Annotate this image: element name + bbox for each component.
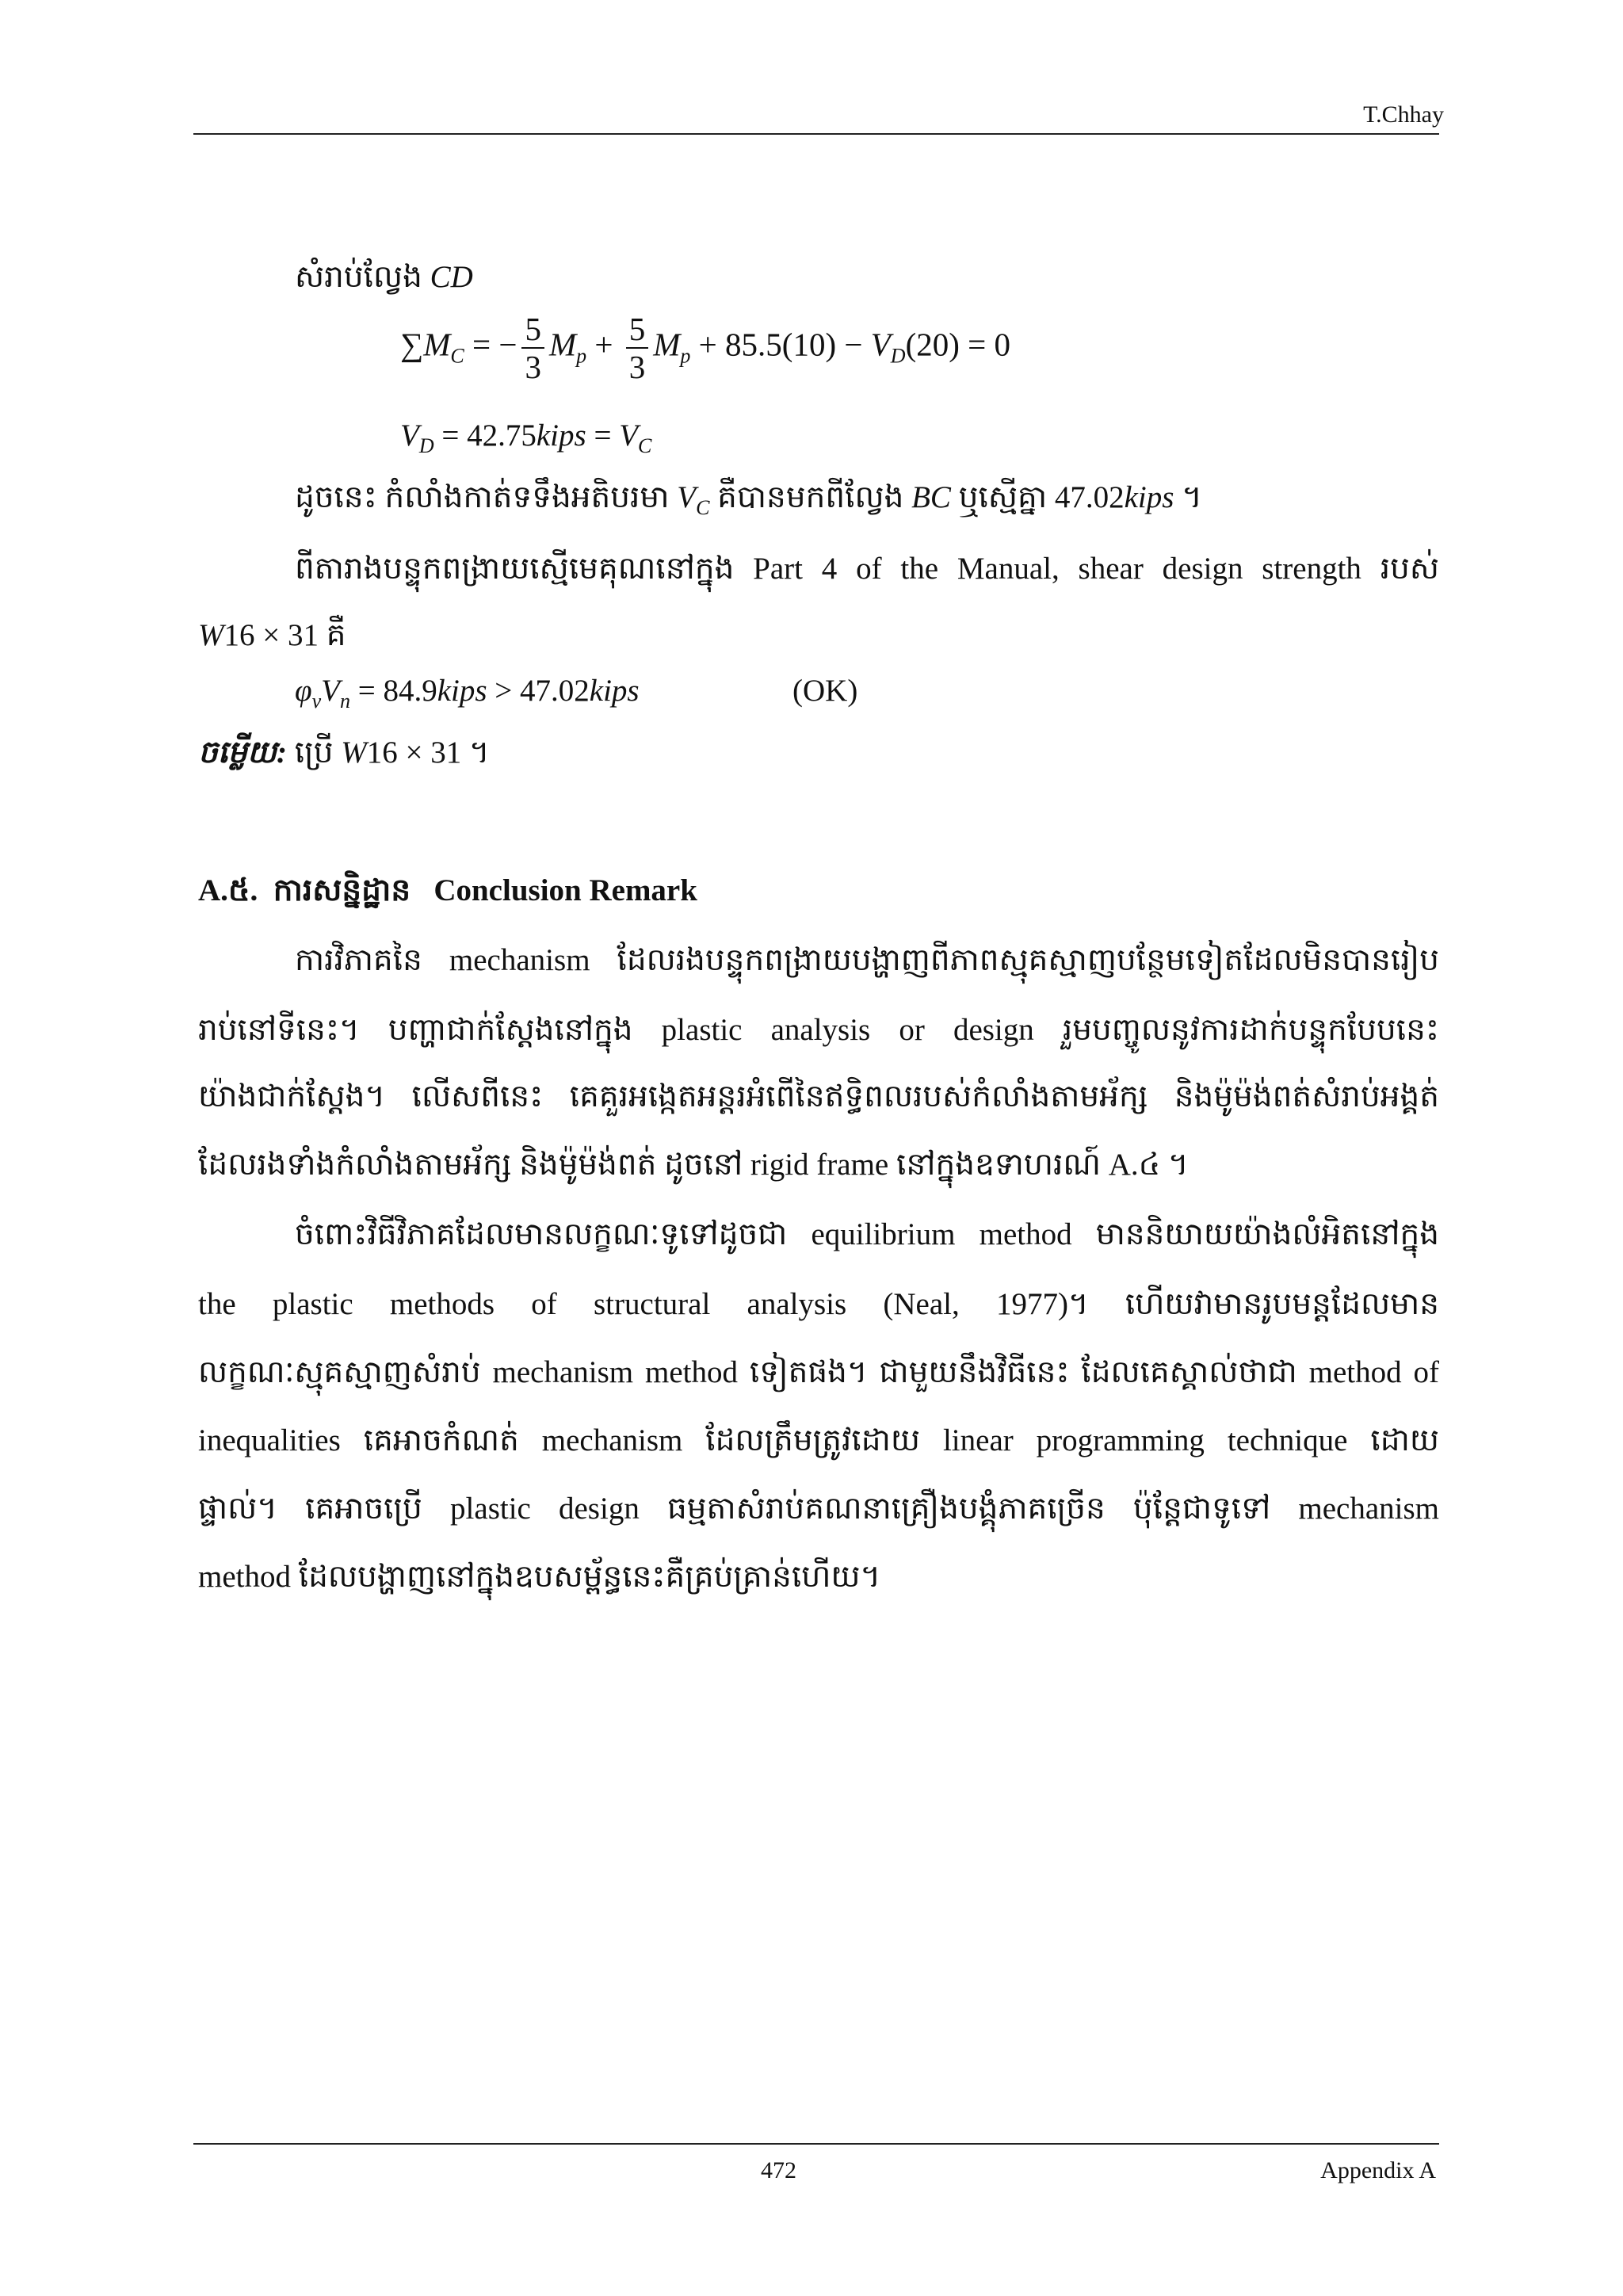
eq2-kips: kips xyxy=(536,418,586,453)
para1-line2: រាប់នៅទីនេះ។ បញ្ហាជាក់ស្តែងនៅក្នុង plastic analysis or design រួមបញ្ចូលនូវការដាក់បន្ទុកបែបនេះ xyxy=(198,1013,1439,1047)
equation-sum-mc xyxy=(400,311,1010,385)
vc-bc: BC xyxy=(911,480,951,514)
eq1-sub-c: C xyxy=(450,344,464,368)
vc-sub-c: C xyxy=(696,495,710,519)
vc-kips: kips xyxy=(1124,480,1174,514)
eq2-mid: = 42.75 xyxy=(433,418,537,453)
vc-end: ។ xyxy=(1174,480,1202,514)
eq1-sub-p-a: p xyxy=(576,344,587,368)
ok-label: (OK) xyxy=(792,674,858,708)
eq3-sub-v: v xyxy=(311,689,322,712)
eq3-mid: = 84.9 xyxy=(349,674,437,708)
frac-a-num: 5 xyxy=(521,311,544,349)
para2-line5: ផ្ទាល់។ គេអាចប្រើ plastic design ធម្មតាសំរាប់គណនាគ្រឿងបង្គុំភាគច្រើន ប៉ុន្តែជាទូទៅ mechanism xyxy=(198,1492,1439,1526)
header-rule xyxy=(193,133,1439,135)
section-title-khmer: ការសន្និដ្ឋាន xyxy=(273,873,411,907)
w-designation: W xyxy=(198,618,224,652)
eq1-mp-b: M xyxy=(653,326,681,363)
answer-pre: ប្រើ xyxy=(287,735,342,770)
eq3-vn: V xyxy=(321,674,340,708)
frac-b-den: 3 xyxy=(628,349,646,385)
answer-line xyxy=(198,734,490,772)
frac-a-den: 3 xyxy=(525,349,541,385)
phi-symbol: φ xyxy=(295,674,312,708)
eq2-equals: = xyxy=(586,418,620,453)
eq1-vd: V xyxy=(870,326,891,363)
eq1-equals: = − xyxy=(464,326,517,363)
eq3-kips2: kips xyxy=(589,674,640,708)
eq1-end: (20) = 0 xyxy=(905,326,1010,363)
para2-line3: លក្ខណៈស្មុគស្មាញសំរាប់ mechanism method ទៀតផង។ ជាមួយនឹងវិធីនេះ ដែលគេស្គាល់ថាជា method of xyxy=(198,1355,1439,1389)
max-shear-line xyxy=(295,479,1202,527)
vc-v: V xyxy=(677,480,697,514)
footer-appendix: Appendix A xyxy=(1320,2157,1436,2183)
table-paragraph-line2 xyxy=(198,617,346,655)
span-cd-line xyxy=(295,258,473,296)
page-number: 472 xyxy=(761,2157,796,2183)
eq1-m: M xyxy=(423,326,451,363)
vc-mid: គឺបានមកពីល្វែង xyxy=(709,480,912,514)
fraction-5-3-a xyxy=(521,311,544,385)
fraction-5-3-b xyxy=(626,311,649,385)
para1-line3: យ៉ាងជាក់ស្តែង។ លើសពីនេះ គេគួរអង្កេតអន្តរអំពើនៃឥទ្ធិពលរបស់កំលាំងតាមអ័ក្ស និងម៉ូម៉ង់ពត់សំរាប់អង្គត់ xyxy=(198,1079,1439,1114)
vc-pre: ដូចនេះ កំលាំងកាត់ទទឹងអតិបរមា xyxy=(295,480,678,514)
para1-line1: ការវិភាគនៃ mechanism ដែលរងបន្ទុកពង្រាយបង្ហាញពីភាពស្មុគស្មាញបន្ថែមទៀតដែលមិនបានរៀប xyxy=(295,943,1439,977)
eq2-sub-d: D xyxy=(418,434,434,457)
para2-line6: method ដែលបង្ហាញនៅក្នុងឧបសម្ព័ន្ធនេះគឺគ្រប់គ្រាន់ហើយ។ xyxy=(198,1560,881,1594)
eq2-sub-c: C xyxy=(638,434,652,457)
eq1-sub-p-b: p xyxy=(680,344,691,368)
vc-mid2: ឬស្មើគ្នា 47.02 xyxy=(950,480,1125,514)
sum-symbol: ∑ xyxy=(400,326,424,363)
equation-phi-vn xyxy=(295,672,640,720)
eq1-tail: + 85.5(10) − xyxy=(690,326,871,363)
eq2-v2: V xyxy=(619,418,639,453)
para1-line4: ដែលរងទាំងកំលាំងតាមអ័ក្ស និងម៉ូម៉ង់ពត់ ដូចនៅ rigid frame នៅក្នុងឧទាហរណ៍ A.៤ ។ xyxy=(198,1148,1189,1182)
footer-rule xyxy=(193,2143,1439,2145)
span-cd-name: CD xyxy=(430,260,473,294)
answer-size: 16 × 31 ។ xyxy=(366,735,490,770)
para2-line4: inequalities គេអាចកំណត់ mechanism ដែលត្រឹមត្រូវដោយ linear programming technique ដោយ xyxy=(198,1423,1439,1457)
eq1-mp-a: M xyxy=(548,326,577,363)
eq3-gt: > 47.02 xyxy=(487,674,590,708)
para2-line2: the plastic methods of structural analysis (Neal, 1977)។ ហើយវាមានរូបមន្តដែលមាន xyxy=(198,1287,1439,1321)
answer-label: ចម្លើយ: xyxy=(198,735,288,770)
para2-line1: ចំពោះវិធីវិភាគដែលមានលក្ខណៈទូទៅដូចជា equilibrium method មាននិយាយយ៉ាងលំអិតនៅក្នុង xyxy=(295,1217,1439,1251)
eq2-v: V xyxy=(400,418,419,453)
eq3-sub-n: n xyxy=(339,689,350,712)
eq1-plus: + xyxy=(586,326,621,363)
eq3-kips: kips xyxy=(437,674,487,708)
eq1-sub-d: D xyxy=(890,344,906,368)
w-size: 16 × 31 គឺ xyxy=(223,618,346,652)
header-author: T.Chhay xyxy=(1363,101,1444,128)
table-paragraph-line1: ពីតារាងបន្ទុកពង្រាយស្មើមេគុណនៅក្នុង Part 4 of the Manual, shear design strength របស់ xyxy=(295,552,1439,586)
span-cd-label: សំរាប់ល្វែង xyxy=(295,260,422,294)
section-number: A.៥. xyxy=(198,873,258,907)
section-heading xyxy=(198,872,697,910)
section-title-english: Conclusion Remark xyxy=(433,873,697,907)
equation-vd xyxy=(400,417,651,465)
frac-b-num: 5 xyxy=(626,311,649,349)
answer-w: W xyxy=(341,735,367,770)
